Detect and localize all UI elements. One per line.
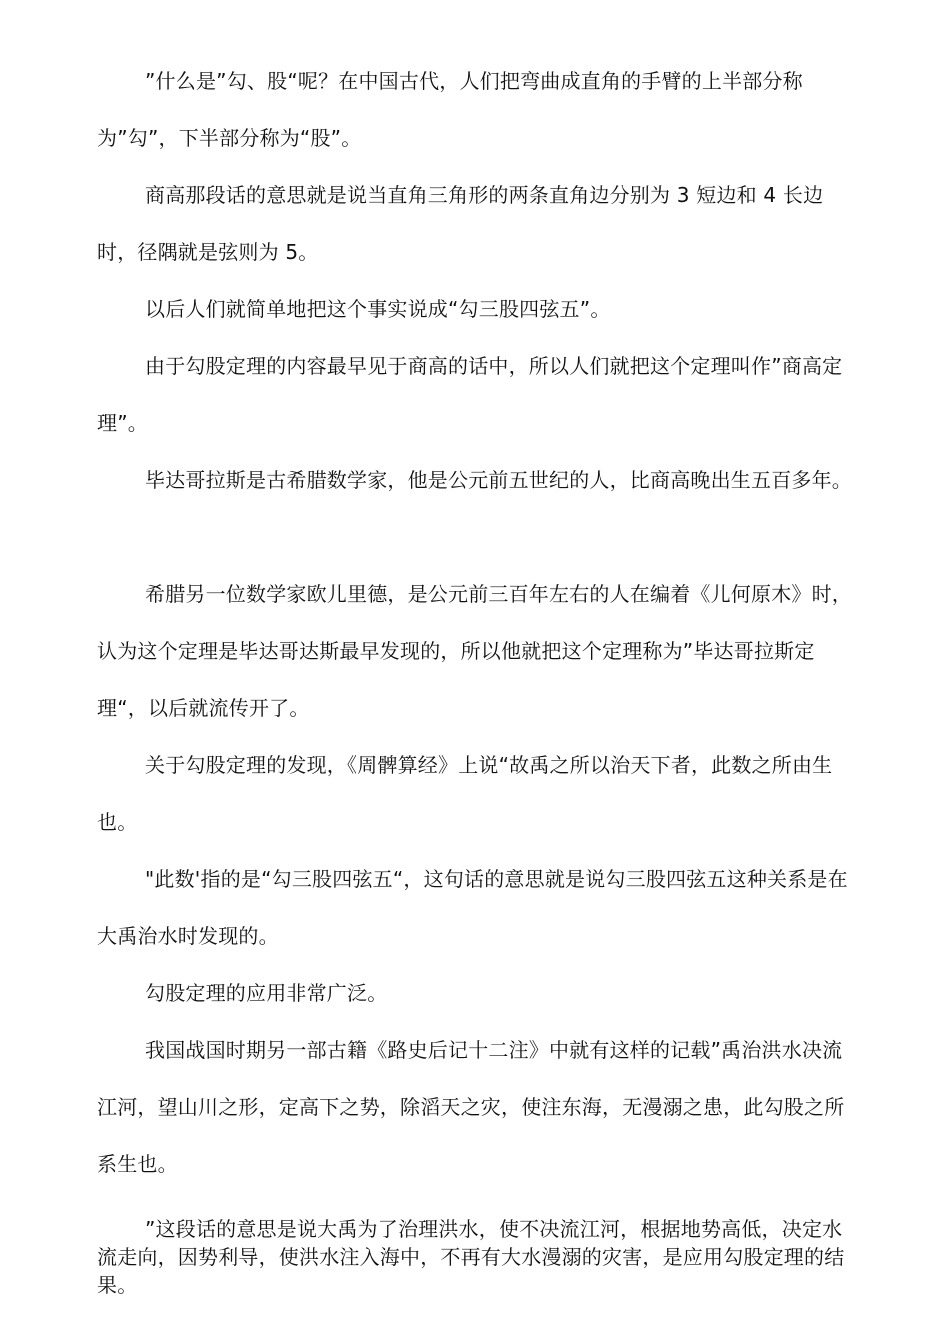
paragraph-yu-flood-control: ”这段话的意思是说大禹为了治理洪水，使不决流江河，根据地势高低，决定水流走向，因势利导，使洪水注入海中，不再有大水漫溺的灾害，是应用勾股定理的结果。 <box>97 1217 845 1297</box>
paragraph-shang-gao-theorem: 由于勾股定理的内容最早见于商高的话中，所以人们就把这个定理叫作”商高定理”。 <box>97 354 843 435</box>
paragraph-zhoubi-suanjing: 关于勾股定理的发现，《周髀算经》上说“故禹之所以治天下者，此数之所由生也。 <box>97 753 833 834</box>
paragraph-lushi-record: 我国战国时期另一部古籍《路史后记十二注》中就有这样的记载”禹治洪水决流江河，望山川之形，定高下之势，除滔天之灾，使注东海，无漫溺之患，此勾股之所系生也。 <box>97 1038 845 1176</box>
paragraph-gou-gu-meaning: ”什么是”勾、股“呢？在中国古代，人们把弯曲成直角的手臂的上半部分称为”勾”，下半部分称为“股”。 <box>97 69 803 150</box>
paragraph-three-four-five: 以后人们就简单地把这个事实说成“勾三股四弦五”。 <box>145 297 611 321</box>
paragraph-euclid: 希腊另一位数学家欧儿里德，是公元前三百年左右的人在编着《儿何原木》时，认为这个定理是毕达哥达斯最早发现的，所以他就把这个定理称为”毕达哥拉斯定理“，以后就流传开了。 <box>97 582 852 720</box>
paragraph-ci-shu: "此数'指的是“勾三股四弦五“，这句话的意思就是说勾三股四弦五这种关系是在大禹治水时发现的。 <box>97 867 848 948</box>
paragraph-pythagoras: 毕达哥拉斯是古希腊数学家，他是公元前五世纪的人，比商高晚出生五百多年。 <box>145 468 852 492</box>
paragraph-shang-gao-explanation: 商高那段话的意思就是说当直角三角形的两条直角边分别为 3 短边和 4 长边时，径隅就是弦则为 5。 <box>97 183 824 264</box>
paragraph-applications: 勾股定理的应用非常广泛。 <box>145 981 388 1005</box>
